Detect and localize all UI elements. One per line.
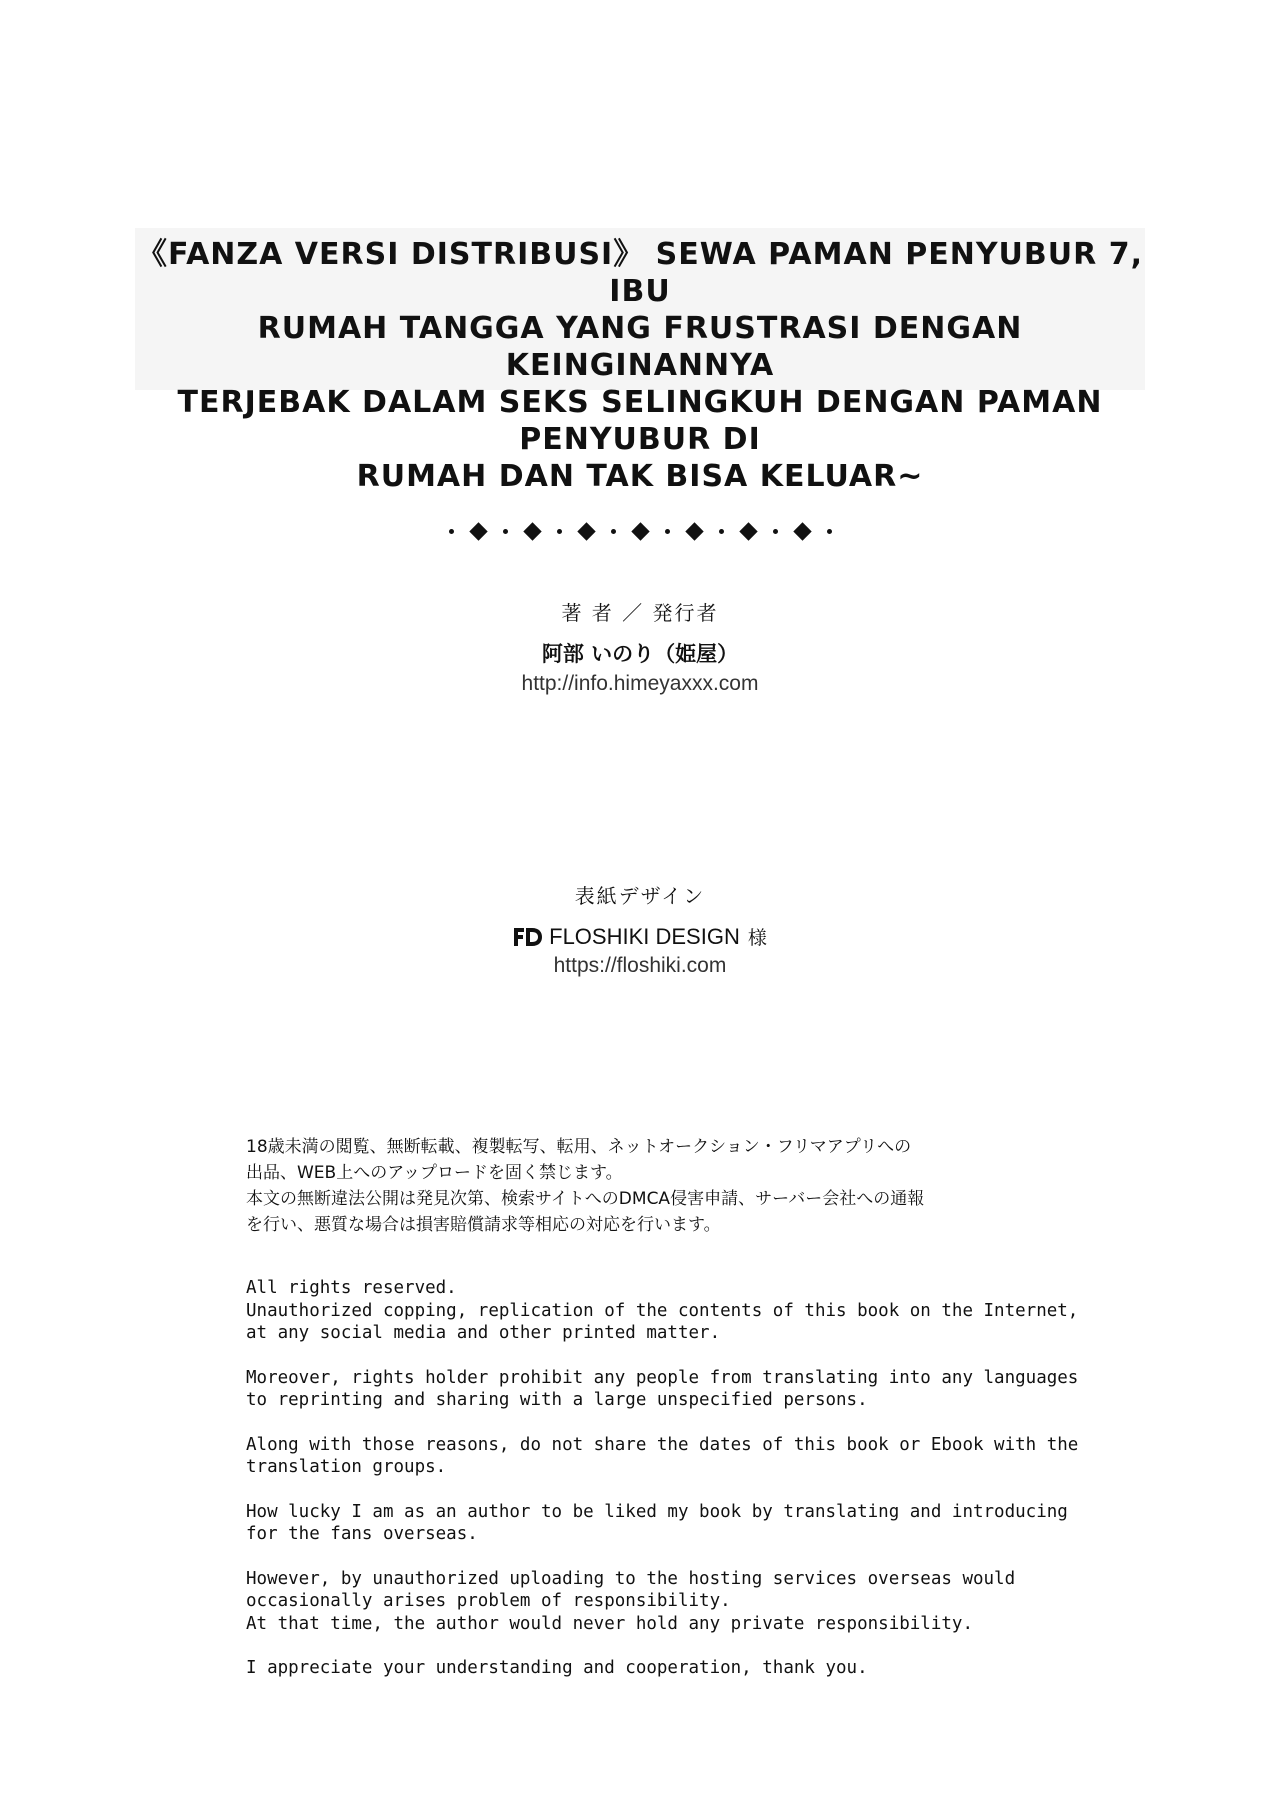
author-role-label: 著 者 ／ 発行者 — [561, 601, 719, 625]
designer-honorific: 様 — [747, 927, 767, 949]
author-url-link[interactable]: http://info.himeyaxxx.com — [521, 672, 759, 695]
title-line: RUMAH DAN TAK BISA KELUAR~ — [356, 459, 924, 494]
author-name: 阿部 いのり（姫屋） — [541, 642, 739, 666]
designer-name-row — [0, 923, 1280, 950]
notice-paragraph: All rights reserved. Unauthorized copping, replication of the contents of this book on the Internet, at any social media and other printed matter. — [246, 1278, 1079, 1343]
design-url-link[interactable]: https://floshiki.com — [553, 954, 727, 977]
diamond-ornament — [523, 522, 541, 540]
fd-logo-icon — [513, 927, 543, 947]
designer-name: FLOSHIKI DESIGN — [549, 923, 740, 949]
notice-line: 出品、WEB上へのアップロードを固く禁じます。 — [246, 1163, 623, 1183]
english-copyright-notice — [246, 1277, 1146, 1702]
japanese-copyright-notice — [246, 1134, 1066, 1238]
notice-paragraph: Moreover, rights holder prohibit any people from translating into any languages to reprinting and sharing with a large unspecified persons. — [246, 1367, 1079, 1410]
dot-ornament — [719, 529, 724, 534]
ornament-divider — [0, 516, 1280, 546]
notice-line: 18歳未満の閲覧、無断転載、複製転写、転用、ネットオークション・フリマアプリへの — [246, 1137, 912, 1157]
page-title — [135, 236, 1145, 495]
title-line: TERJEBAK DALAM SEKS SELINGKUH DENGAN PAMAN PENYUBUR DI — [177, 385, 1103, 457]
diamond-ornament — [469, 522, 487, 540]
dot-ornament — [503, 529, 508, 534]
title-line: 《FANZA VERSI DISTRIBUSI》 SEWA PAMAN PENYUBUR 7, IBU — [137, 237, 1143, 309]
dot-ornament — [773, 529, 778, 534]
dot-ornament — [827, 529, 832, 534]
dot-ornament — [449, 529, 454, 534]
diamond-ornament — [631, 522, 649, 540]
diamond-ornament — [577, 522, 595, 540]
title-line: RUMAH TANGGA YANG FRUSTRASI DENGAN KEINGINANNYA — [257, 311, 1023, 383]
diamond-ornament — [793, 522, 811, 540]
notice-paragraph: I appreciate your understanding and cooperation, thank you. — [246, 1658, 868, 1678]
notice-line: を行い、悪質な場合は損害賠償請求等相応の対応を行います。 — [246, 1215, 721, 1235]
notice-paragraph: How lucky I am as an author to be liked my book by translating and introducing for the fans overseas. — [246, 1501, 1068, 1544]
dot-ornament — [611, 529, 616, 534]
notice-paragraph: Along with those reasons, do not share the dates of this book or Ebook with the translation groups. — [246, 1434, 1079, 1477]
dot-ornament — [557, 529, 562, 534]
diamond-ornament — [685, 522, 703, 540]
notice-line: 本文の無断違法公開は発見次第、検索サイトへのDMCA侵害申請、サーバー会社への通報 — [246, 1189, 925, 1209]
design-role-label: 表紙デザイン — [574, 884, 706, 908]
diamond-ornament — [739, 522, 757, 540]
notice-paragraph: However, by unauthorized uploading to the hosting services overseas would occasionally arises problem of responsibility. At that time, the author would never hold any private responsibility. — [246, 1568, 1016, 1634]
dot-ornament — [665, 529, 670, 534]
author-credit — [0, 597, 1280, 696]
design-credit — [0, 880, 1280, 978]
